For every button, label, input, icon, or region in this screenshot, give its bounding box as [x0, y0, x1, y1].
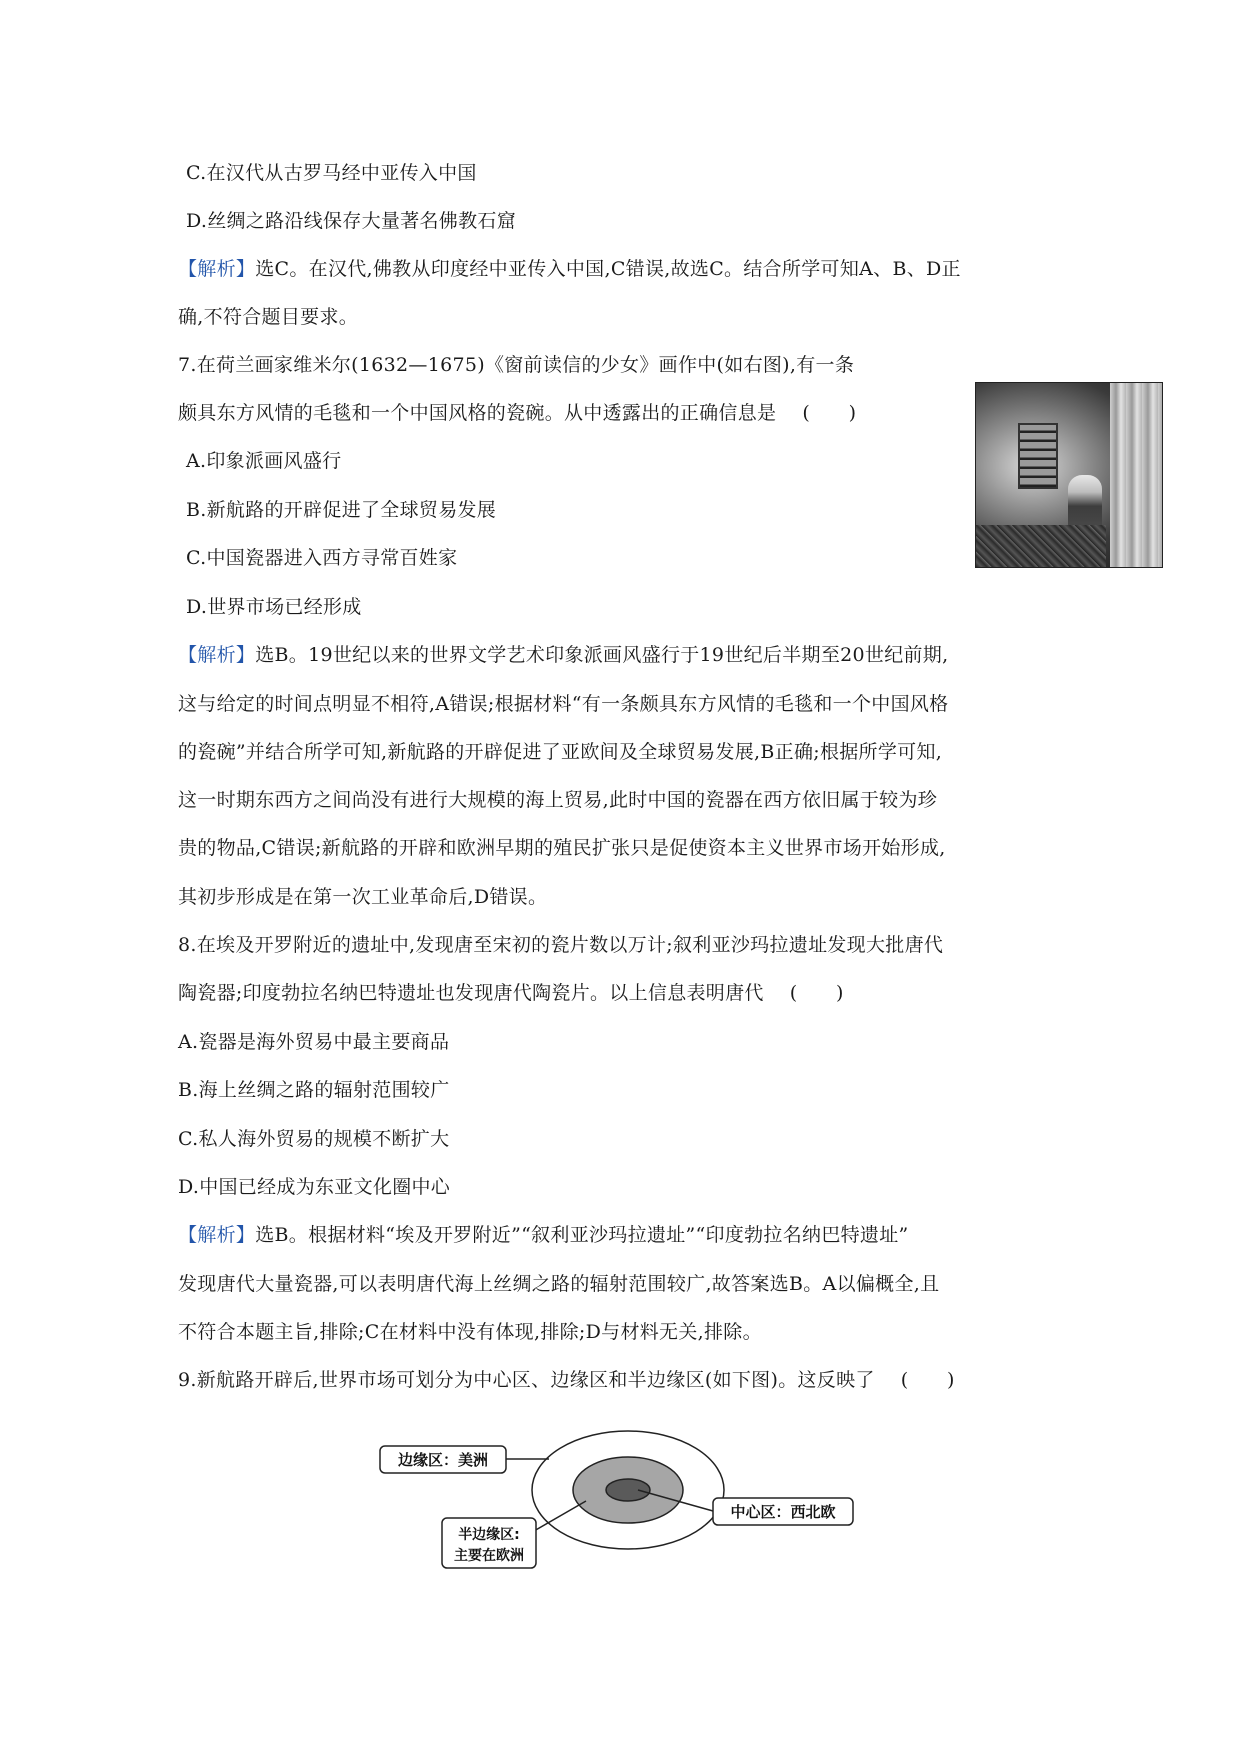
analysis-7-line-1 — [178, 642, 948, 668]
painting-curtain — [1110, 383, 1162, 567]
option-d-prev: D.丝绸之路沿线保存大量著名佛教石窟 — [186, 210, 516, 232]
analysis-text: 选C。在汉代,佛教从印度经中亚传入中国,C错误,故选C。结合所学可知A、B、D正 — [255, 258, 961, 280]
analysis-7-line-2: 这与给定的时间点明显不相符,A错误;根据材料“有一条颇具东方风情的毛毯和一个中国风格 — [178, 693, 949, 715]
option-c-prev: C.在汉代从古罗马经中亚传入中国 — [186, 162, 477, 184]
question-8-line-1: 8.在埃及开罗附近的遗址中,发现唐至宋初的瓷片数以万计;叙利亚沙玛拉遗址发现大批唐代 — [178, 934, 944, 956]
analysis-8-line-2: 发现唐代大量瓷器,可以表明唐代海上丝绸之路的辐射范围较广,故答案选B。A以偏概全,且 — [178, 1273, 940, 1295]
question-8-line-2 — [178, 980, 844, 1006]
analysis-7-line-3: 的瓷碗”并结合所学可知,新航路的开辟促进了亚欧间及全球贸易发展,B正确;根据所学可知, — [178, 741, 943, 763]
edge-label: 边缘区：美洲 — [397, 1451, 489, 1469]
core-center-zone — [606, 1479, 650, 1501]
question-8-text: 陶瓷器;印度勃拉名纳巴特遗址也发现唐代陶瓷片。以上信息表明唐代 — [178, 982, 764, 1004]
option-a: A.印象派画风盛行 — [186, 450, 342, 472]
analysis-6 — [178, 256, 961, 282]
option-a: A.瓷器是海外贸易中最主要商品 — [178, 1031, 450, 1053]
analysis-tag: 【解析】 — [178, 1224, 256, 1246]
analysis-8-line-3: 不符合本题主旨,排除;C在材料中没有体现,排除;D与材料无关,排除。 — [178, 1321, 762, 1343]
option-c: C.私人海外贸易的规模不断扩大 — [178, 1128, 450, 1150]
analysis-text: 选B。19世纪以来的世界文学艺术印象派画风盛行于19世纪后半期至20世纪前期, — [255, 644, 949, 666]
option-d: D.世界市场已经形成 — [186, 596, 362, 618]
world-market-diagram — [376, 1426, 856, 1576]
semi-label-line-1: 半边缘区: — [458, 1527, 520, 1543]
analysis-7-line-5: 贵的物品,C错误;新航路的开辟和欧洲早期的殖民扩张只是促使资本主义世界市场开始形成, — [178, 837, 946, 859]
question-7-line-2 — [178, 400, 856, 426]
analysis-tag: 【解析】 — [178, 258, 256, 280]
center-label: 中心区：西北欧 — [730, 1503, 836, 1521]
analysis-7-line-4: 这一时期东西方之间尚没有进行大规模的海上贸易,此时中国的瓷器在西方依旧属于较为珍 — [178, 789, 938, 811]
analysis-8-line-1 — [178, 1222, 909, 1248]
option-d: D.中国已经成为东亚文化圈中心 — [178, 1176, 451, 1198]
painting-window — [1018, 423, 1058, 489]
analysis-6-cont: 确,不符合题目要求。 — [178, 306, 359, 328]
analysis-tag: 【解析】 — [178, 644, 256, 666]
question-7-line-1: 7.在荷兰画家维米尔(1632—1675)《窗前读信的少女》画作中(如右图),有一条 — [178, 354, 855, 376]
analysis-7-line-6: 其初步形成是在第一次工业革命后,D错误。 — [178, 886, 548, 908]
answer-blank: ( ) — [789, 982, 844, 1004]
answer-blank: ( ) — [900, 1369, 955, 1391]
question-9-text: 9.新航路开辟后,世界市场可划分为中心区、边缘区和半边缘区(如下图)。这反映了 — [178, 1369, 875, 1391]
option-c: C.中国瓷器进入西方寻常百姓家 — [186, 547, 458, 569]
question-9-line-1 — [178, 1367, 955, 1393]
option-b: B.海上丝绸之路的辐射范围较广 — [178, 1079, 450, 1101]
analysis-text: 选B。根据材料“埃及开罗附近”“叙利亚沙玛拉遗址”“印度勃拉名纳巴特遗址” — [255, 1224, 909, 1246]
vermeer-painting-image — [975, 382, 1163, 568]
answer-blank: ( ) — [802, 402, 857, 424]
question-7-text: 颇具东方风情的毛毯和一个中国风格的瓷碗。从中透露出的正确信息是 — [178, 402, 777, 424]
option-b: B.新航路的开辟促进了全球贸易发展 — [186, 499, 497, 521]
semi-label-line-2: 主要在欧洲 — [454, 1548, 524, 1564]
painting-rug — [976, 525, 1106, 567]
